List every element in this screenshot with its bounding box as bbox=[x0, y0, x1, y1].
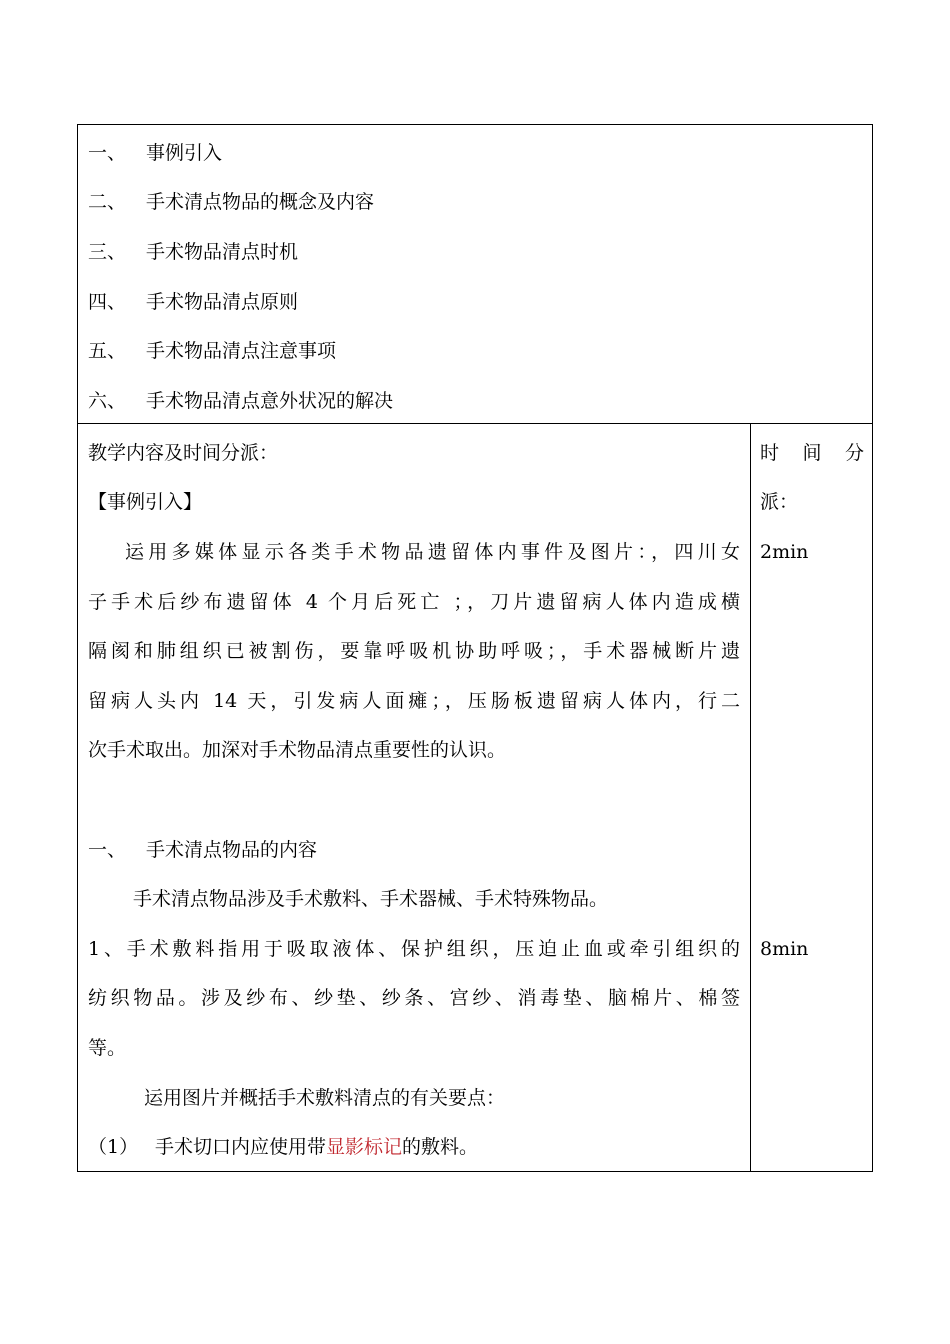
outline-item: 二、 手术清点物品的概念及内容 bbox=[88, 191, 375, 213]
item-line: 1、手术敷料指用于吸取液体、保护组织，压迫止血或牵引组织的 bbox=[88, 938, 740, 960]
time-label-cont: 派： bbox=[760, 491, 799, 513]
outline-item: 六、 手术物品清点意外状况的解决 bbox=[88, 390, 394, 412]
content-heading: 教学内容及时间分派： bbox=[88, 442, 279, 464]
case-line: 留病人头内 14 天，引发病人面瘫；，压肠板遗留病人体内，行二 bbox=[88, 690, 740, 712]
case-line: 运用多媒体显示各类手术物品遗留体内事件及图片：，四川女 bbox=[125, 541, 740, 563]
case-line: 子手术后纱布遗留体 4 个月后死亡 ；，刀片遗留病人体内造成横 bbox=[88, 591, 740, 613]
item-line: 等。 bbox=[88, 1037, 127, 1059]
case-line: 次手术取出。加深对手术物品清点重要性的认识。 bbox=[88, 739, 507, 761]
outline-item: 五、 手术物品清点注意事项 bbox=[88, 340, 337, 362]
outline-item: 三、 手术物品清点时机 bbox=[88, 241, 299, 263]
summary-line: 运用图片并概括手术敷料清点的有关要点： bbox=[144, 1087, 506, 1109]
point-line: （1） 手术切口内应使用带显影标记的敷料。 bbox=[88, 1136, 479, 1158]
outline-item: 一、 事例引入 bbox=[88, 142, 223, 164]
time-label: 时 间 分 bbox=[760, 442, 864, 464]
time-cell bbox=[751, 424, 872, 1171]
case-line: 隔阂和肺组织已被割伤，要靠呼吸机协助呼吸；，手术器械断片遗 bbox=[88, 640, 740, 662]
content-cell bbox=[78, 424, 751, 1171]
outline-item: 四、 手术物品清点原则 bbox=[88, 291, 299, 313]
time-value: 8min bbox=[760, 938, 809, 960]
section-intro: 手术清点物品涉及手术敷料、手术器械、手术特殊物品。 bbox=[133, 888, 609, 910]
item-line: 纺织物品。涉及纱布、纱垫、纱条、宫纱、消毒垫、脑棉片、棉签 bbox=[88, 987, 740, 1009]
time-value: 2min bbox=[760, 541, 809, 563]
section-heading: 一、 手术清点物品的内容 bbox=[88, 839, 318, 861]
lesson-table bbox=[77, 124, 873, 1172]
outline-cell bbox=[78, 125, 872, 424]
case-title: 【事例引入】 bbox=[88, 491, 203, 513]
highlight-text: 显影标记 bbox=[326, 1136, 403, 1158]
